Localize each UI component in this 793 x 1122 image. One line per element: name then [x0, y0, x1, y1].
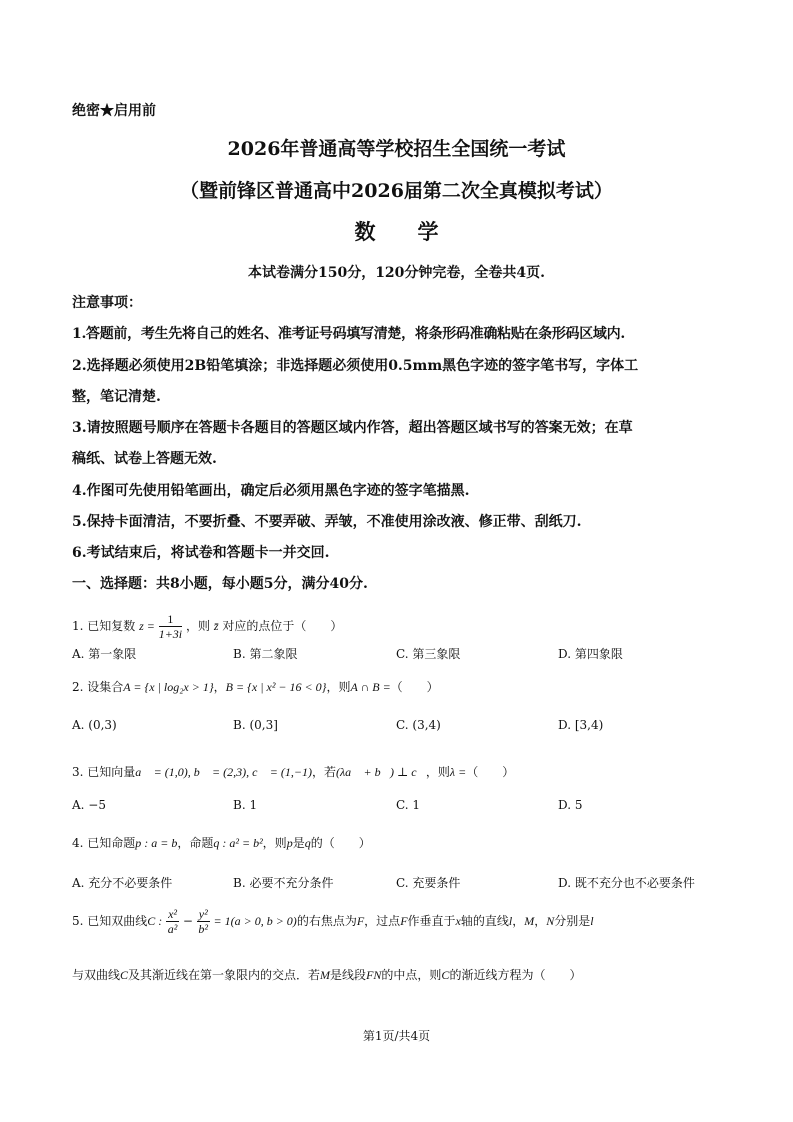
note-5: 5.保持卡面清洁，不要折叠、不要弄破、弄皱，不准使用涂改液、修正带、刮纸刀. — [72, 514, 582, 530]
q4-q: q : a² = b² — [213, 836, 263, 850]
exam-info: 本试卷满分150分，120分钟完卷，全卷共4页. — [247, 265, 546, 281]
q5-x2: x² — [168, 907, 178, 921]
q1-option-c[interactable]: C. 第三象限 — [396, 647, 461, 661]
q5-line2-e: 的渐近线方程为（ ） — [449, 968, 582, 982]
q1-text: 1. 已知复数 — [72, 619, 136, 633]
q4-text3: ，则 — [262, 836, 287, 850]
q4-option-a[interactable]: A. 充分不必要条件 — [72, 876, 173, 890]
q1-option-b[interactable]: B. 第二象限 — [233, 647, 298, 661]
q4-text5: 的（ ） — [310, 836, 371, 850]
q4-option-d[interactable]: D. 既不充分也不必要条件 — [558, 876, 695, 890]
q3-option-d[interactable]: D. 5 — [558, 798, 583, 812]
q2-text: 2. 设集合 — [72, 680, 124, 694]
q2-sep: ， — [213, 680, 226, 694]
q5-text: 5. 已知双曲线 — [72, 914, 148, 928]
note-3a: 3.请按照题号顺序在答题卡各题目的答题区域内作答，超出答题区域书写的答案无效；在草 — [72, 420, 633, 436]
q5-line2-d: 的中点，则 — [381, 968, 442, 982]
q3-option-a[interactable]: A. −5 — [72, 798, 106, 812]
q5-f: F — [356, 914, 365, 928]
q4-p2: p — [286, 836, 293, 850]
q1-den: 1+3i — [158, 627, 183, 641]
q5-text3: ，过点 — [364, 914, 401, 928]
exam-title: 2026年普通高等学校招生全国统一考试 — [227, 138, 566, 160]
q5-c: C : — [147, 914, 163, 928]
q5-text8: 分别是 — [554, 914, 591, 928]
q3-text2: ，若 — [311, 765, 336, 779]
q4-option-c[interactable]: C. 充要条件 — [396, 876, 461, 890]
note-1: 1.答题前，考生先将自己的姓名、准考证号码填写清楚，将条形码准确粘贴在条形码区域内. — [72, 326, 625, 342]
q5-text5: 轴的直线 — [460, 914, 509, 928]
question-5 — [72, 906, 594, 936]
q5-text7: ， — [534, 914, 547, 928]
q3-text: 3. 已知向量 — [72, 765, 136, 779]
q5-m2: M — [320, 968, 331, 982]
q4-option-b[interactable]: B. 必要不充分条件 — [233, 876, 334, 890]
q1-option-a[interactable]: A. 第一象限 — [72, 647, 137, 661]
q3-option-b[interactable]: B. 1 — [233, 798, 258, 812]
q2-option-a[interactable]: A. (0,3) — [72, 718, 117, 732]
q2-set-b: B = {x | x² − 16 < 0} — [225, 680, 327, 694]
q5-n: N — [546, 914, 555, 928]
q5-l: l — [508, 914, 513, 928]
q2-set-a: A = {x | log₂x > 1} — [123, 680, 214, 694]
q2-option-c[interactable]: C. (3,4) — [396, 718, 441, 732]
q5-equation: = 1(a > 0, b > 0) — [213, 914, 297, 928]
q5-c2: C — [120, 968, 129, 982]
q2-option-d[interactable]: D. [3,4) — [558, 718, 604, 732]
page-footer: 第1页/共4页 — [362, 1029, 431, 1043]
q5-minus: − — [182, 914, 193, 928]
q5-fn: FN — [366, 968, 382, 982]
q5-c3: C — [441, 968, 450, 982]
q2-expr: A ∩ B = — [350, 680, 391, 694]
secret-label: 绝密★启用前 — [72, 103, 156, 119]
q1-text2: ，则 — [185, 619, 210, 633]
q5-line2-b: 及其渐近线在第一象限内的交点．若 — [128, 968, 321, 982]
q3-option-c[interactable]: C. 1 — [396, 798, 421, 812]
note-4: 4.作图可先使用铅笔画出，确定后必须用黑色字迹的签字笔描黑. — [72, 483, 470, 499]
q1-fraction — [159, 612, 182, 641]
section-heading: 一、选择题：共8小题，每小题5分，满分40分. — [72, 576, 368, 592]
q5-f2: F — [400, 914, 408, 928]
q1-option-d[interactable]: D. 第四象限 — [558, 647, 623, 661]
q5-line2-a: 与双曲线 — [72, 968, 121, 982]
q5-line2-c: 是线段 — [330, 968, 367, 982]
q1-num: 1 — [159, 612, 182, 627]
q3-lambda: λ = — [449, 765, 467, 779]
notes-heading: 注意事项： — [72, 295, 142, 311]
question-3 — [72, 763, 514, 780]
q5-text2: 的右焦点为 — [296, 914, 357, 928]
q5-x: x — [455, 914, 461, 928]
q3-vectors: a⃗ = (1,0), b⃗ = (2,3), c⃗ = (1,−1) — [135, 765, 312, 779]
note-6: 6.考试结束后，将试卷和答题卡一并交回. — [72, 545, 330, 561]
q1-zbar: z̄ — [213, 619, 219, 633]
q4-q2: q — [304, 836, 311, 850]
note-3b: 稿纸、试卷上答题无效. — [72, 451, 217, 467]
q3-text3: ，则 — [425, 765, 450, 779]
q3-text4: （ ） — [466, 765, 515, 779]
q2-option-b[interactable]: B. (0,3] — [233, 718, 278, 732]
q5-text6: ， — [512, 914, 525, 928]
q5-a2: a² — [167, 922, 178, 936]
subject-title: 数 学 — [354, 219, 439, 244]
q1-z: z = — [139, 619, 155, 633]
q5-y2: y² — [198, 907, 208, 921]
question-2 — [72, 678, 439, 695]
note-2b: 整，笔记清楚. — [72, 389, 161, 405]
note-2a: 2.选择题必须使用2B铅笔填涂；非选择题必须使用0.5mm黑色字迹的签字笔书写，字体工 — [72, 358, 639, 374]
q2-text3: （ ） — [390, 680, 439, 694]
exam-subtitle: （暨前锋区普通高中2026届第二次全真模拟考试） — [180, 180, 613, 202]
q4-p: p : a = b — [135, 836, 178, 850]
q4-text: 4. 已知命题 — [72, 836, 136, 850]
q4-text4: 是 — [292, 836, 305, 850]
question-1 — [72, 612, 342, 641]
q5-b2: b² — [198, 922, 209, 936]
q4-text2: ，命题 — [177, 836, 214, 850]
q2-text2: ，则 — [326, 680, 351, 694]
q5-text4: 作垂直于 — [407, 914, 456, 928]
question-4 — [72, 834, 371, 851]
q5-frac-x — [166, 907, 179, 936]
q1-text3: 对应的点位于（ ） — [222, 619, 343, 633]
q5-l2: l — [590, 914, 594, 928]
question-5-line-2 — [72, 966, 581, 983]
q3-condition: (λa⃗ + b⃗) ⊥ c⃗ — [335, 765, 426, 779]
q5-m: M — [524, 914, 535, 928]
q5-frac-y — [197, 907, 210, 936]
